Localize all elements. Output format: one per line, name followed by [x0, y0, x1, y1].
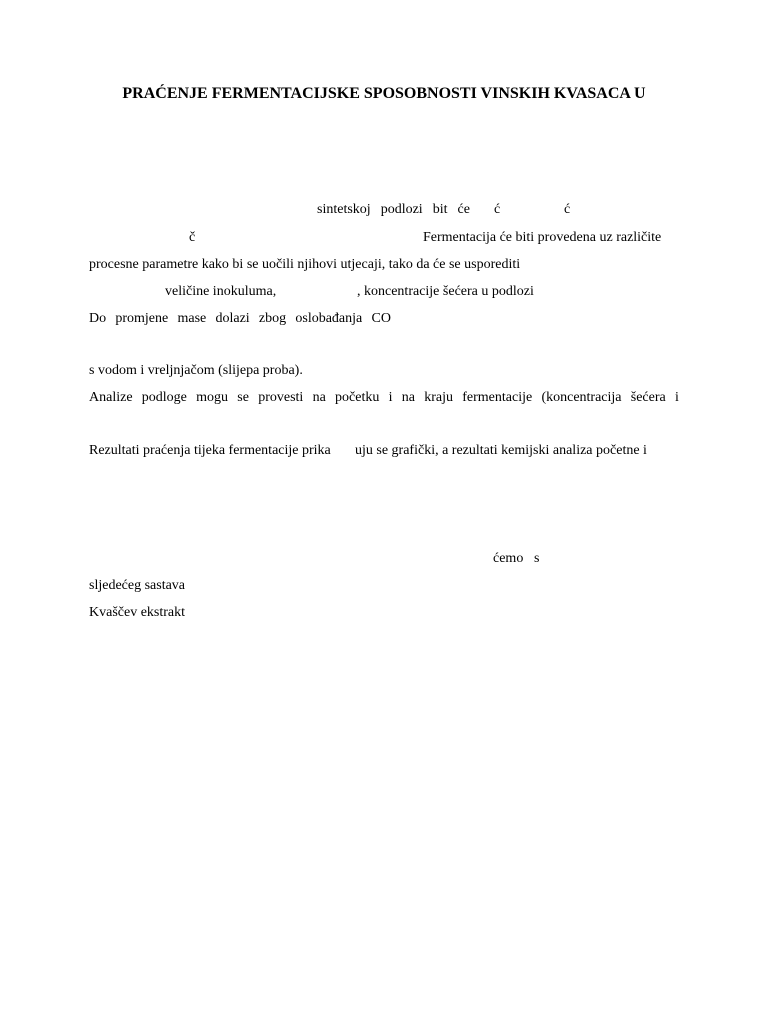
word: dolazi — [215, 311, 250, 326]
word: zbog — [258, 311, 287, 326]
word: (koncentracija — [541, 390, 622, 405]
word: se — [237, 390, 249, 405]
word: početku — [335, 390, 380, 405]
line-4-text-a: veličine inokuluma, — [165, 284, 277, 299]
word: podloge — [141, 390, 187, 405]
word: bit — [432, 202, 448, 217]
line-8-text-b: uju se grafički, a rezultati kemijski analiza početne i — [355, 443, 647, 458]
line-9-text: ćemo — [493, 551, 524, 566]
line-5-words — [89, 310, 391, 328]
word: će — [457, 202, 470, 217]
word: na — [401, 390, 415, 405]
word: sintetskoj — [317, 202, 371, 217]
word: mogu — [196, 390, 229, 405]
word: podlozi — [380, 202, 423, 217]
word: na — [312, 390, 326, 405]
line-8-text-a: Rezultati praćenja tijeka fermentacije prika — [89, 443, 331, 458]
word: promjene — [115, 311, 169, 326]
word: i — [674, 390, 679, 405]
document-title: PRAĆENJE FERMENTACIJSKE SPOSOBNOSTI VINSKIH KVASACA U — [122, 85, 646, 102]
line-9-fragment: s — [534, 551, 540, 566]
word: i — [388, 390, 393, 405]
line-7-words — [89, 389, 679, 407]
word: Analize — [89, 390, 133, 405]
line-4-text-b: , koncentracije šećera u podlozi — [357, 284, 534, 299]
line-10-text: sljedećeg sastava — [89, 578, 186, 593]
word: fermentacije — [462, 390, 533, 405]
word: Do — [89, 311, 107, 326]
word: šećera — [630, 390, 666, 405]
line-6-text: s vodom i vreljnjačom (slijepa proba). — [89, 363, 303, 378]
word: mase — [177, 311, 207, 326]
line-1-fragment: ć — [564, 202, 571, 217]
line-2-text: Fermentacija će biti provedena uz različite — [423, 230, 662, 245]
line-2-fragment: č — [189, 230, 196, 245]
word: kraju — [424, 390, 453, 405]
word: CO — [371, 311, 391, 326]
line-11-text: Kvaščev ekstrakt — [89, 605, 186, 620]
line-1-words — [317, 201, 470, 219]
line-3-text: procesne parametre kako bi se uočili njihovi utjecaji, tako da će se usporediti — [89, 257, 521, 272]
word: provesti — [258, 390, 304, 405]
line-1-fragment: ć — [494, 202, 501, 217]
word: oslobađanja — [295, 311, 363, 326]
